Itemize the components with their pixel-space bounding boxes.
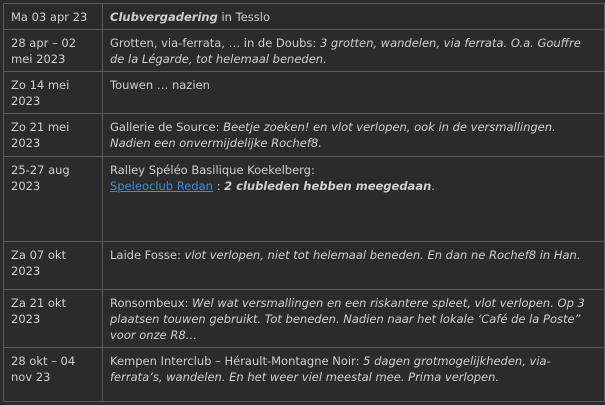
table-row [4,114,605,157]
date-cell: Za 21 okt 2023 [4,290,103,348]
date-cell: Ma 03 apr 23 [4,4,103,30]
table-row [4,30,605,72]
event-title: Laide Fosse: [110,248,185,262]
description-cell [103,114,605,157]
date-cell: 28 okt – 04 nov 23 [4,348,103,402]
event-title: Touwen … nazien [110,78,210,92]
table-row [4,72,605,114]
event-title: Kempen Interclub – Hérault-Montagne Noir: [110,354,364,368]
event-notes: 3 grotten, wandelen, via ferrata. O.a. Gouffre de la Légarde, tot helemaal beneden. [110,36,581,66]
table-row [4,157,605,242]
date-cell: Zo 21 mei 2023 [4,114,103,157]
event-title: Grotten, via-ferrata, … in de Doubs: [110,36,320,50]
table-row [4,4,605,30]
activities-table [3,3,605,402]
event-notes: Wel wat versmallingen en een riskantere spleet, vlot verlopen. Op 3 plaatsen touwen gebruikt. Tot beneden. Nadien naar het lokale ‘Café de la Poste” voor onze R8… [110,296,585,342]
date-cell: Za 07 okt 2023 [4,242,103,290]
description-cell [103,4,605,30]
description-cell [103,157,605,242]
event-notes: 2 clubleden hebben meegedaan [224,179,432,193]
event-title: Clubvergadering [110,10,218,24]
description-cell [103,242,605,290]
description-cell [103,72,605,114]
speleoclub-redan-link[interactable]: Speleoclub Redan [110,179,213,193]
description-cell [103,348,605,402]
date-cell: 25-27 aug 2023 [4,157,103,242]
date-cell: Zo 14 mei 2023 [4,72,103,114]
description-cell [103,30,605,72]
table-row [4,290,605,348]
event-title: Ralley Spéléo Basilique Koekelberg: [110,163,315,177]
table-row [4,242,605,290]
end-punctuation: . [431,179,435,193]
separator-text: : [212,179,225,193]
table-row [4,348,605,402]
event-notes: 5 dagen grotmogelijkheden, via-ferrata’s, wandelen. En het weer viel meestal mee. Prima verlopen. [110,354,551,384]
event-notes: Beetje zoeken! en vlot verlopen, ook in de versmallingen. Nadien een onvermijdelijke Rochef8. [110,120,556,150]
date-cell: 28 apr – 02 mei 2023 [4,30,103,72]
event-title: Gallerie de Source: [110,120,224,134]
event-title: Ronsombeux: [110,296,193,310]
description-cell [103,290,605,348]
event-notes: vlot verlopen, niet tot helemaal beneden. En dan ne Rochef8 in Han. [184,248,581,262]
event-location: in Tesslo [217,10,270,24]
